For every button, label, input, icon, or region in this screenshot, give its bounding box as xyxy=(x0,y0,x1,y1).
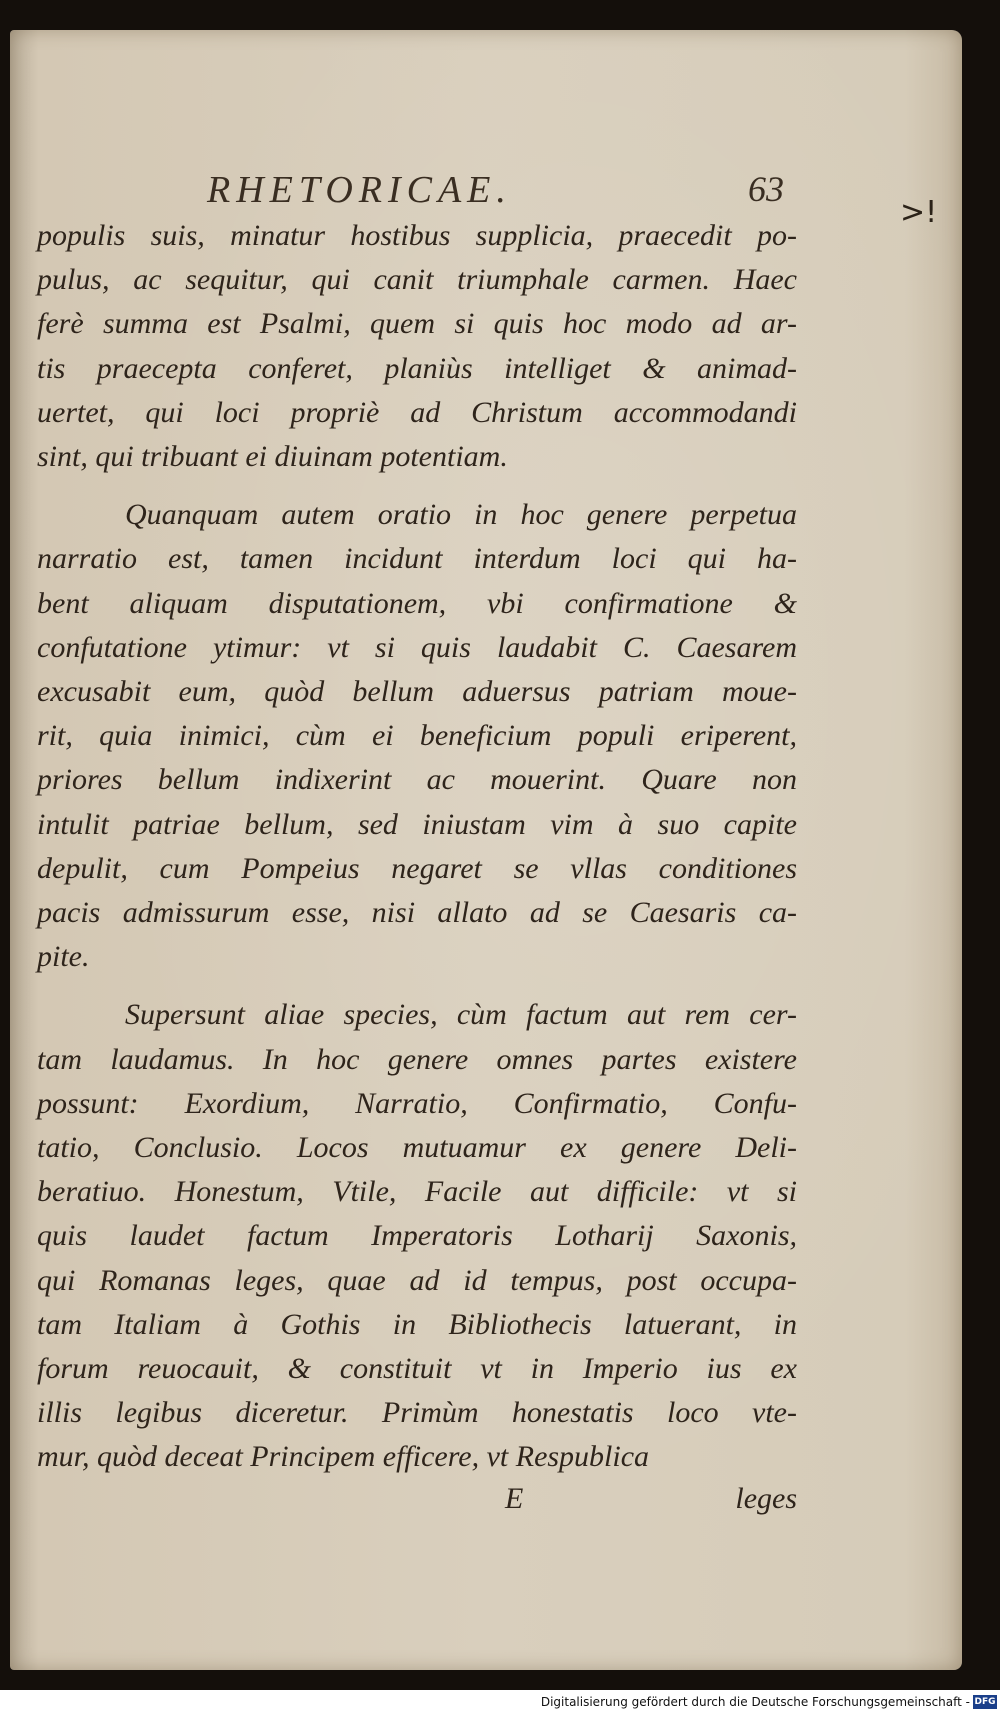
text-line: bent aliquam disputationem, vbi confirmatione & xyxy=(37,586,797,620)
text-line: qui Romanas leges, quae ad id tempus, post occupa- xyxy=(37,1263,797,1297)
text-line: quis laudet factum Imperatoris Lotharij Saxonis, xyxy=(37,1219,797,1253)
digitization-footer xyxy=(0,1692,1000,1715)
book-page xyxy=(10,30,962,1670)
funding-credit: Digitalisierung gefördert durch die Deutsche Forschungsgemeinschaft - xyxy=(540,1695,970,1709)
text-line: tam laudamus. In hoc genere omnes partes existere xyxy=(37,1042,797,1076)
text-line: mur, quòd deceat Principem efficere, vt Respublica xyxy=(37,1440,650,1474)
text-line: depulit, cum Pompeius negaret se vllas conditiones xyxy=(37,851,797,885)
text-line: populis suis, minatur hostibus supplicia, praecedit po- xyxy=(37,219,797,252)
body-text xyxy=(37,214,797,1480)
page-foot-line xyxy=(37,1482,797,1526)
text-line: excusabit eum, quòd bellum aduersus patriam moue- xyxy=(37,675,797,709)
text-line: pulus, ac sequitur, qui canit triumphale carmen. Haec xyxy=(37,263,797,297)
text-line: forum reuocauit, & constituit vt in Imperio ius ex xyxy=(37,1352,797,1386)
text-line: tis praecepta conferet, planiùs intelliget & animad- xyxy=(37,351,797,385)
text-line: tam Italiam à Gothis in Bibliothecis latuerant, in xyxy=(37,1307,797,1341)
text-line: beratiuo. Honestum, Vtile, Facile aut difficile: vt si xyxy=(37,1175,797,1209)
text-line: priores bellum indixerint ac mouerint. Quare non xyxy=(37,763,797,797)
page-number: 63 xyxy=(748,169,784,209)
running-head: RHETORICAE. xyxy=(207,169,512,211)
text-line: Quanquam autem oratio in hoc genere perpetua xyxy=(125,498,797,532)
text-line: illis legibus diceretur. Primùm honestatis loco vte- xyxy=(37,1396,797,1430)
text-line: ferè summa est Psalmi, quem si quis hoc modo ad ar- xyxy=(37,307,797,341)
catchword: leges xyxy=(735,1482,797,1515)
paragraph-gap xyxy=(37,479,797,493)
text-line: pacis admissurum esse, nisi allato ad se Caesaris ca- xyxy=(37,896,797,930)
dfg-logo-icon: DFG xyxy=(974,1697,996,1707)
text-line: uertet, qui loci propriè ad Christum accommodandi xyxy=(37,395,797,429)
text-line: rit, quia inimici, cùm ei beneficium populi eriperent, xyxy=(37,719,797,753)
text-line: confutatione ytimur: vt si quis laudabit C. Caesarem xyxy=(37,630,797,664)
text-line: tatio, Conclusio. Locos mutuamur ex genere Deli- xyxy=(37,1131,797,1165)
text-line: sint, qui tribuant ei diuinam potentiam. xyxy=(37,440,508,474)
paragraph-gap xyxy=(37,979,797,993)
margin-mark: >! xyxy=(900,195,938,230)
text-line: Supersunt aliae species, cùm factum aut rem cer- xyxy=(125,998,797,1032)
signature-mark: E xyxy=(505,1482,524,1515)
page-header xyxy=(10,140,962,211)
text-line: possunt: Exordium, Narratio, Confirmatio, Confu- xyxy=(37,1086,797,1120)
text-line: narratio est, tamen incidunt interdum loci qui ha- xyxy=(37,542,797,576)
text-line: intulit patriae bellum, sed iniustam vim à suo capite xyxy=(37,807,797,841)
text-line: pite. xyxy=(37,940,90,974)
